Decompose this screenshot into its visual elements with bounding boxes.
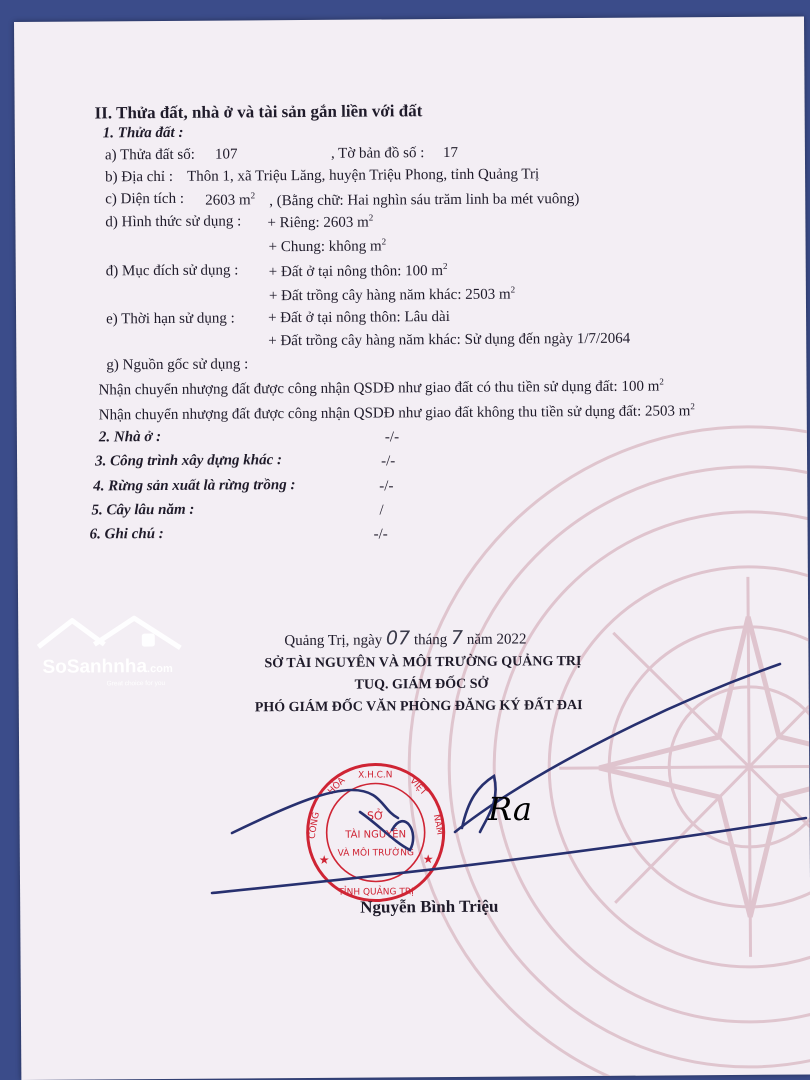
construction-value: -/- — [381, 453, 396, 470]
issue-month: 7 — [450, 626, 464, 649]
authority-department: SỞ TÀI NGUYÊN VÀ MÔI TRƯỜNG QUẢNG TRỊ — [264, 654, 582, 672]
term-residential: + Đất ở tại nông thôn: Lâu dài — [268, 308, 450, 327]
construction-label: 3. Công trình xây dựng khác : — [95, 452, 283, 470]
parcel-number: 107 — [214, 146, 238, 163]
origin-label: g) Nguồn gốc sử dụng : — [106, 356, 249, 374]
area-value: 2603 $m^2$ — [205, 190, 256, 209]
term-label: e) Thời hạn sử dụng : — [106, 310, 235, 328]
use-form-common: + Chung: không $m^2$ — [268, 236, 387, 256]
seal-star-right: ★ — [422, 852, 434, 867]
seal-center-3: VÀ MÔI TRƯỜNG — [337, 848, 415, 859]
seal-ring-right: VIỆT — [407, 776, 429, 798]
authority-position: PHÓ GIÁM ĐỐC VĂN PHÒNG ĐĂNG KÝ ĐẤT ĐAI — [254, 698, 583, 716]
seal-ring-left2: HÒA — [326, 775, 348, 797]
watermark-tagline: Great choice for you — [106, 679, 166, 688]
map-number: 17 — [442, 144, 458, 162]
house-label: 2. Nhà ở : — [98, 428, 162, 446]
purpose-residential: + Đất ở tại nông thôn: 100 $m^2$ — [268, 260, 448, 281]
perennial-value: / — [379, 502, 384, 519]
purpose-annual-crops: + Đất trồng cây hàng năm khác: 2503 $m^2$ — [268, 284, 516, 305]
use-form-private: + Riêng: 2603 $m^2$ — [267, 212, 374, 232]
seal-center-2: TÀI NGUYÊN — [345, 829, 407, 841]
notes-value: -/- — [373, 526, 388, 543]
purpose-label: đ) Mục đích sử dụng : — [105, 262, 239, 280]
origin-line-1: Nhận chuyển nhượng đất được công nhận QSDĐ như giao đất có thu tiền sử dụng đất: 100 $m^2$ — [98, 376, 664, 399]
seal-star-left: ★ — [318, 852, 330, 867]
map-label: , Tờ bản đồ số : — [330, 145, 425, 162]
area-in-words: , (Bằng chữ: Hai nghìn sáu trăm linh ba mét vuông) — [269, 191, 580, 210]
certificate-page — [14, 16, 810, 1079]
origin-line-2: Nhận chuyển nhượng đất được công nhận QSDĐ như giao đất không thu tiền sử dụng đất: 2503 $m^2$ — [98, 401, 695, 424]
authority-proxy: TUQ. GIÁM ĐỐC SỞ — [354, 676, 489, 693]
signer-name: Nguyễn Bình Triệu — [360, 896, 499, 917]
forest-label: 4. Rừng sản xuất là rừng trồng : — [93, 477, 296, 495]
perennial-label: 5. Cây lâu năm : — [91, 501, 195, 519]
bronze-drum-watermark — [397, 414, 810, 1080]
address-label: b) Địa chỉ : — [105, 168, 174, 186]
notes-label: 6. Ghi chú : — [89, 525, 164, 543]
seal-ring-bottom: TỈNH QUẢNG TRỊ — [338, 887, 414, 898]
parcel-label: a) Thửa đất số: — [104, 146, 195, 164]
issue-date: Quảng Trị, ngày 07 tháng 7 năm 2022 — [284, 626, 527, 650]
issue-day: 07 — [385, 627, 411, 650]
use-form-label: d) Hình thức sử dụng : — [105, 213, 242, 231]
house-value: -/- — [384, 429, 400, 446]
seal-center-1: SỞ — [366, 809, 385, 823]
sosanhnha-watermark-logo — [34, 614, 195, 695]
signature-scrawl: Ra — [488, 790, 532, 828]
address-value: Thôn 1, xã Triệu Lăng, huyện Triệu Phong, tỉnh Quảng Trị — [187, 166, 540, 185]
watermark-brand: SoSanhnha.com — [42, 656, 173, 678]
area-label: c) Diện tích : — [105, 190, 185, 208]
seal-ring-left: CÔNG — [307, 811, 322, 840]
seal-ring-top: X.H.C.N — [358, 770, 393, 781]
forest-value: -/- — [379, 478, 394, 495]
land-heading: 1. Thửa đất : — [102, 124, 184, 142]
section-title: II. Thửa đất, nhà ở và tài sản gắn liền với đất — [94, 101, 423, 123]
term-annual-crops: + Đất trồng cây hàng năm khác: Sử dụng đến ngày 1/7/2064 — [268, 330, 631, 350]
official-red-seal — [304, 761, 447, 904]
seal-ring-right2: NAM — [430, 813, 445, 836]
